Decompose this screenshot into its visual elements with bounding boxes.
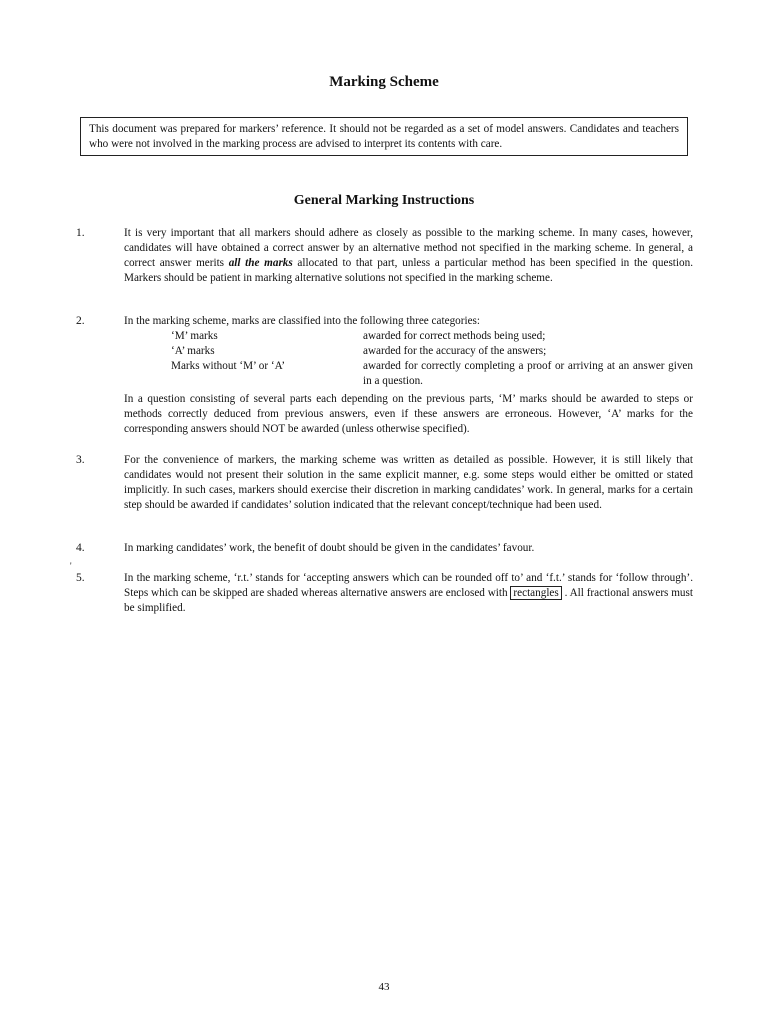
instruction-text: In marking candidates’ work, the benefit of doubt should be given in the candidates’ favour. xyxy=(124,542,535,554)
instruction-text xyxy=(124,226,693,286)
category-row xyxy=(171,359,693,389)
instruction-number: 3. xyxy=(76,454,85,466)
stray-mark: ' xyxy=(70,561,72,571)
instruction-text-part: allocated to that part, unless a particular method has been specified in the question. Markers should be patient in marking alternative solutions not specified in the marking scheme. xyxy=(124,257,693,284)
category-desc: awarded for correctly completing a proof or arriving at an answer given in a question. xyxy=(363,360,693,387)
category-desc: awarded for the accuracy of the answers; xyxy=(363,345,547,357)
category-name: ‘M’ marks xyxy=(171,330,218,342)
section-title: General Marking Instructions xyxy=(293,193,475,208)
instruction-number: 4. xyxy=(76,542,85,554)
rectangles-box: rectangles xyxy=(510,586,561,600)
instruction-text-part: It is very important that all markers should adhere as closely as possible to the marking scheme. In many cases, however, candidates will have obtained a correct answer by an alternative method not specified in the marking scheme. In general, a correct answer merits xyxy=(124,227,693,269)
page-title: Marking Scheme xyxy=(329,74,439,90)
instruction-number: 1. xyxy=(76,227,85,239)
category-desc: awarded for correct methods being used; xyxy=(363,330,546,342)
instruction-text: For the convenience of markers, the marking scheme was written as detailed as possible. However, it is still likely that candidates would not present their solution in the same explicit manner, e.g. some steps would either be omitted or stated implicitly. In such cases, markers should exercise their discretion in marking candidates’ work. In general, marks for a certain step should be awarded if candidates’ solution indicated that the relevant concept/technique had been used. xyxy=(124,454,693,511)
instruction-text xyxy=(124,314,693,437)
category-name: ‘A’ marks xyxy=(171,345,215,357)
instruction-text xyxy=(124,571,693,616)
notice-box: This document was prepared for markers’ reference. It should not be regarded as a set of model answers. Candidates and teachers who were not involved in the marking process are advised to interpret its contents with care. xyxy=(80,117,688,156)
categories-intro: In the marking scheme, marks are classified into the following three categories: xyxy=(124,315,481,327)
categories-outro: In a question consisting of several parts each depending on the previous parts, ‘M’ marks should be awarded to steps or methods correctly deduced from previous answers, even if these answers are erroneous. However, ‘A’ marks for the corresponding answers should NOT be awarded (unless otherwise specified). xyxy=(124,393,693,435)
category-row xyxy=(171,329,693,344)
category-name: Marks without ‘M’ or ‘A’ xyxy=(171,360,286,372)
emphasis-text: all the marks xyxy=(228,257,293,269)
instruction-text-part: . All fractional answers must be simplified. xyxy=(124,587,693,614)
category-row xyxy=(171,344,693,359)
page-number: 43 xyxy=(378,981,390,993)
instruction-number: 2. xyxy=(76,315,85,327)
instruction-number: 5. xyxy=(76,572,85,584)
mark-categories-table xyxy=(171,329,693,389)
instruction-text-part: In the marking scheme, ‘r.t.’ stands for ‘accepting answers which can be rounded off to’ and ‘f.t.’ stands for ‘follow through’. Steps which can be skipped are shaded whereas alternative answers are enclosed with xyxy=(124,572,693,599)
